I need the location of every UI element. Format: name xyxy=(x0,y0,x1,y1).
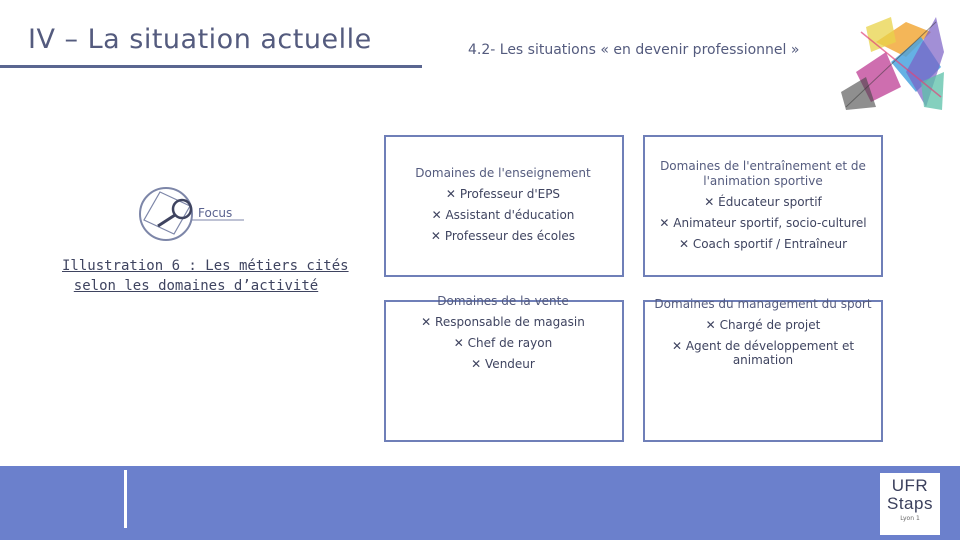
domain-title: Domaines de la vente xyxy=(437,294,569,308)
list-item: ✕ Responsable de magasin xyxy=(421,315,585,329)
list-item: ✕ Chef de rayon xyxy=(453,336,553,350)
domain-entrainement xyxy=(652,159,874,258)
list-item: ✕ Assistant d'éducation xyxy=(431,208,575,222)
domain-title: Domaines de l'entraînement et de l'animation sportive xyxy=(660,159,866,188)
list-item: ✕ Professeur des écoles xyxy=(430,229,576,243)
list-item: ✕ Agent de développement et animation xyxy=(671,339,855,367)
domain-title: Domaines de l'enseignement xyxy=(415,166,591,180)
title-underline xyxy=(0,65,422,68)
list-item: ✕ Éducateur sportif xyxy=(704,195,822,209)
page-title: IV – La situation actuelle xyxy=(28,24,372,55)
domain-title: Domaines du management du sport xyxy=(654,297,872,311)
domain-enseignement xyxy=(392,166,614,250)
footer-divider xyxy=(124,470,127,528)
illustration-caption xyxy=(62,256,349,296)
domain-vente xyxy=(392,294,614,378)
list-item: ✕ Vendeur xyxy=(471,357,535,371)
section-subtitle: 4.2- Les situations « en devenir professionnel » xyxy=(468,42,800,58)
illustration-caption-line1: Illustration 6 : Les métiers cités xyxy=(62,258,349,274)
list-item: ✕ Chargé de projet xyxy=(705,318,821,332)
list-item: ✕ Professeur d'EPS xyxy=(445,187,561,201)
magnifier-icon xyxy=(138,184,250,244)
ufr-staps-logo: UFR Staps Lyon 1 xyxy=(880,473,940,535)
decorative-graphic xyxy=(836,12,948,112)
list-item: ✕ Coach sportif / Entraîneur xyxy=(678,237,848,251)
focus-badge xyxy=(138,184,250,244)
focus-label: Focus xyxy=(198,206,233,220)
list-item: ✕ Animateur sportif, socio-culturel xyxy=(659,216,867,230)
footer-band xyxy=(0,466,960,540)
domain-management xyxy=(652,297,874,373)
illustration-caption-line2: selon les domaines d’activité xyxy=(73,278,319,294)
